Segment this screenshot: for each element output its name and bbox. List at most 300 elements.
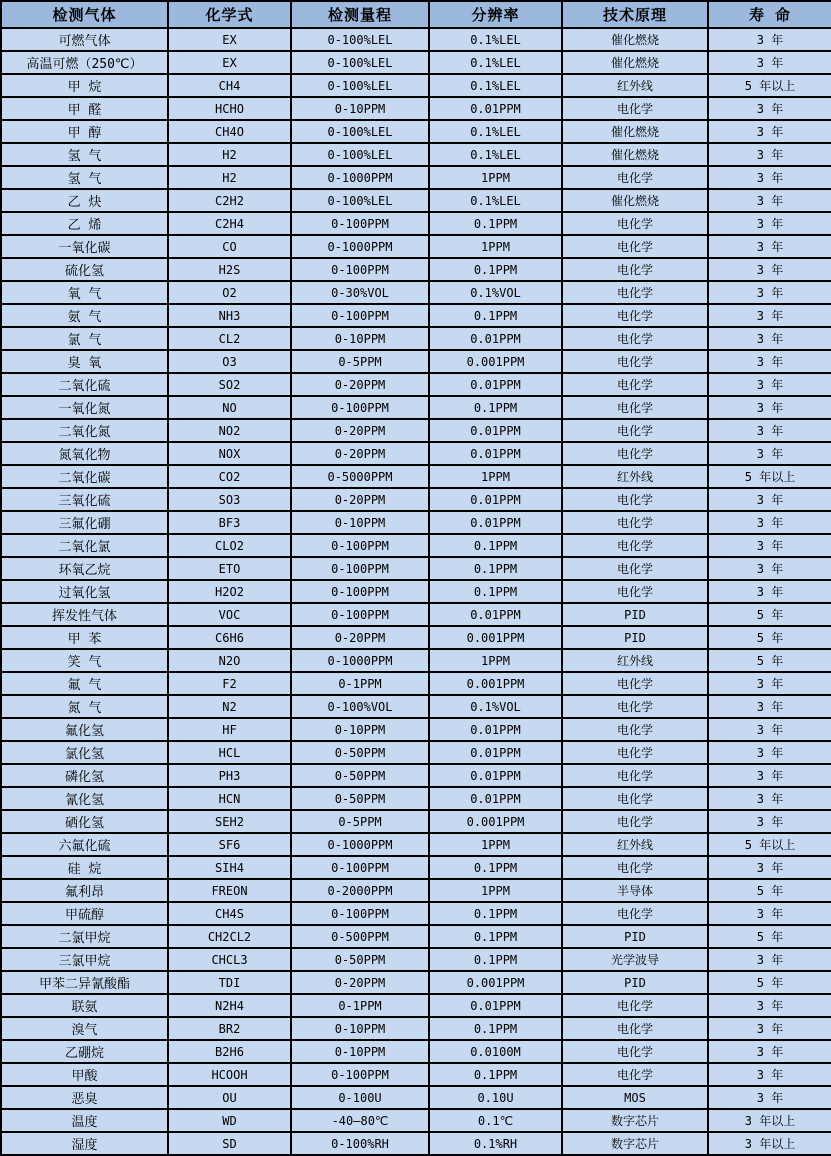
table-row — [1, 51, 831, 74]
cell-lifespan: 5 年 — [708, 603, 831, 626]
cell-lifespan: 5 年 — [708, 971, 831, 994]
cell-principle: 电化学 — [562, 718, 708, 741]
cell-principle: 电化学 — [562, 304, 708, 327]
cell-range: 0-50PPM — [291, 741, 429, 764]
cell-lifespan: 3 年 — [708, 695, 831, 718]
cell-range: 0-1000PPM — [291, 166, 429, 189]
cell-gas-name: 高温可燃（250℃） — [1, 51, 168, 74]
table-row — [1, 1109, 831, 1132]
cell-resolution: 0.1PPM — [429, 1017, 562, 1040]
table-row — [1, 603, 831, 626]
cell-lifespan: 3 年 — [708, 28, 831, 51]
cell-resolution: 0.01PPM — [429, 787, 562, 810]
cell-resolution: 0.01PPM — [429, 488, 562, 511]
cell-formula: SIH4 — [168, 856, 291, 879]
cell-lifespan: 3 年 — [708, 534, 831, 557]
cell-range: 0-10PPM — [291, 1040, 429, 1063]
cell-range: -40—80℃ — [291, 1109, 429, 1132]
cell-formula: FREON — [168, 879, 291, 902]
cell-formula: OU — [168, 1086, 291, 1109]
cell-lifespan: 3 年 — [708, 235, 831, 258]
cell-range: 0-1PPM — [291, 994, 429, 1017]
cell-principle: 电化学 — [562, 695, 708, 718]
cell-lifespan: 3 年 — [708, 189, 831, 212]
cell-gas-name: 氢 气 — [1, 143, 168, 166]
cell-gas-name: 甲 苯 — [1, 626, 168, 649]
cell-resolution: 0.1%LEL — [429, 189, 562, 212]
cell-range: 0-10PPM — [291, 327, 429, 350]
cell-principle: 电化学 — [562, 810, 708, 833]
cell-range: 0-100PPM — [291, 603, 429, 626]
cell-resolution: 0.1PPM — [429, 580, 562, 603]
cell-lifespan: 3 年 — [708, 511, 831, 534]
table-row — [1, 1086, 831, 1109]
table-row — [1, 28, 831, 51]
cell-principle: 电化学 — [562, 258, 708, 281]
cell-resolution: 0.1PPM — [429, 396, 562, 419]
table-row — [1, 373, 831, 396]
cell-lifespan: 3 年 — [708, 419, 831, 442]
table-row — [1, 695, 831, 718]
header-cell-formula: 化学式 — [168, 1, 291, 28]
cell-gas-name: 甲苯二异氰酸酯 — [1, 971, 168, 994]
cell-resolution: 0.1PPM — [429, 1063, 562, 1086]
cell-gas-name: 硅 烷 — [1, 856, 168, 879]
cell-lifespan: 5 年 — [708, 879, 831, 902]
cell-formula: NOX — [168, 442, 291, 465]
cell-resolution: 0.1PPM — [429, 534, 562, 557]
cell-principle: 电化学 — [562, 1063, 708, 1086]
table-row — [1, 74, 831, 97]
cell-gas-name: 挥发性气体 — [1, 603, 168, 626]
cell-lifespan: 3 年 — [708, 1040, 831, 1063]
cell-resolution: 0.01PPM — [429, 994, 562, 1017]
cell-gas-name: 氨 气 — [1, 304, 168, 327]
header-cell-range: 检测量程 — [291, 1, 429, 28]
cell-resolution: 0.1PPM — [429, 258, 562, 281]
cell-gas-name: 甲酸 — [1, 1063, 168, 1086]
cell-resolution: 0.01PPM — [429, 442, 562, 465]
cell-range: 0-100PPM — [291, 258, 429, 281]
cell-gas-name: 乙 炔 — [1, 189, 168, 212]
cell-lifespan: 3 年 — [708, 350, 831, 373]
table-row — [1, 856, 831, 879]
cell-range: 0-100PPM — [291, 1063, 429, 1086]
cell-formula: H2O2 — [168, 580, 291, 603]
cell-gas-name: 温度 — [1, 1109, 168, 1132]
cell-gas-name: 二氯甲烷 — [1, 925, 168, 948]
table-row — [1, 902, 831, 925]
cell-resolution: 0.1PPM — [429, 557, 562, 580]
cell-resolution: 0.001PPM — [429, 810, 562, 833]
cell-resolution: 1PPM — [429, 879, 562, 902]
table-row — [1, 304, 831, 327]
cell-principle: 电化学 — [562, 741, 708, 764]
cell-lifespan: 3 年 — [708, 902, 831, 925]
cell-principle: 红外线 — [562, 833, 708, 856]
cell-lifespan: 3 年 — [708, 764, 831, 787]
cell-range: 0-100PPM — [291, 902, 429, 925]
cell-gas-name: 甲 烷 — [1, 74, 168, 97]
table-body — [1, 28, 831, 1155]
cell-resolution: 0.1%LEL — [429, 28, 562, 51]
table-row — [1, 1040, 831, 1063]
cell-principle: 电化学 — [562, 166, 708, 189]
cell-formula: NO2 — [168, 419, 291, 442]
cell-resolution: 0.001PPM — [429, 971, 562, 994]
cell-formula: N2H4 — [168, 994, 291, 1017]
cell-principle: 电化学 — [562, 902, 708, 925]
cell-principle: 电化学 — [562, 350, 708, 373]
cell-range: 0-5000PPM — [291, 465, 429, 488]
cell-gas-name: 湿度 — [1, 1132, 168, 1155]
cell-formula: SO2 — [168, 373, 291, 396]
cell-lifespan: 3 年 — [708, 672, 831, 695]
cell-formula: CLO2 — [168, 534, 291, 557]
cell-resolution: 0.001PPM — [429, 672, 562, 695]
cell-principle: 红外线 — [562, 649, 708, 672]
cell-principle: 半导体 — [562, 879, 708, 902]
cell-principle: 电化学 — [562, 488, 708, 511]
cell-range: 0-10PPM — [291, 1017, 429, 1040]
cell-gas-name: 过氧化氢 — [1, 580, 168, 603]
cell-lifespan: 3 年 — [708, 580, 831, 603]
cell-resolution: 1PPM — [429, 833, 562, 856]
cell-lifespan: 3 年 — [708, 856, 831, 879]
cell-resolution: 0.1℃ — [429, 1109, 562, 1132]
table-row — [1, 511, 831, 534]
cell-lifespan: 3 年 — [708, 557, 831, 580]
cell-range: 0-20PPM — [291, 419, 429, 442]
cell-principle: 催化燃烧 — [562, 189, 708, 212]
cell-formula: SD — [168, 1132, 291, 1155]
cell-gas-name: 氰化氢 — [1, 787, 168, 810]
cell-lifespan: 3 年 — [708, 97, 831, 120]
cell-principle: 数字芯片 — [562, 1132, 708, 1155]
cell-lifespan: 5 年 — [708, 626, 831, 649]
table-row — [1, 833, 831, 856]
table-row — [1, 810, 831, 833]
cell-resolution: 0.1%LEL — [429, 120, 562, 143]
cell-resolution: 0.01PPM — [429, 511, 562, 534]
cell-formula: HCL — [168, 741, 291, 764]
cell-formula: C2H2 — [168, 189, 291, 212]
cell-range: 0-20PPM — [291, 373, 429, 396]
cell-principle: 电化学 — [562, 580, 708, 603]
cell-lifespan: 5 年以上 — [708, 833, 831, 856]
cell-range: 0-50PPM — [291, 787, 429, 810]
cell-range: 0-20PPM — [291, 626, 429, 649]
table-row — [1, 672, 831, 695]
table-row — [1, 994, 831, 1017]
cell-gas-name: 甲硫醇 — [1, 902, 168, 925]
cell-lifespan: 3 年 — [708, 488, 831, 511]
cell-formula: SO3 — [168, 488, 291, 511]
cell-resolution: 0.0100M — [429, 1040, 562, 1063]
cell-formula: H2S — [168, 258, 291, 281]
cell-principle: 红外线 — [562, 74, 708, 97]
cell-resolution: 0.1%LEL — [429, 143, 562, 166]
cell-formula: CL2 — [168, 327, 291, 350]
cell-resolution: 1PPM — [429, 235, 562, 258]
cell-formula: CH4O — [168, 120, 291, 143]
cell-formula: C2H4 — [168, 212, 291, 235]
cell-resolution: 0.01PPM — [429, 764, 562, 787]
cell-formula: SEH2 — [168, 810, 291, 833]
cell-resolution: 0.01PPM — [429, 97, 562, 120]
cell-resolution: 0.1%LEL — [429, 74, 562, 97]
cell-lifespan: 3 年 — [708, 741, 831, 764]
cell-range: 0-100PPM — [291, 580, 429, 603]
cell-lifespan: 3 年 — [708, 143, 831, 166]
cell-formula: PH3 — [168, 764, 291, 787]
cell-lifespan: 3 年 — [708, 787, 831, 810]
cell-range: 0-100PPM — [291, 304, 429, 327]
cell-lifespan: 3 年 — [708, 258, 831, 281]
cell-principle: 电化学 — [562, 281, 708, 304]
table-row — [1, 212, 831, 235]
cell-gas-name: 氟利昂 — [1, 879, 168, 902]
cell-lifespan: 3 年 — [708, 1017, 831, 1040]
cell-formula: HCN — [168, 787, 291, 810]
table-row — [1, 580, 831, 603]
table-row — [1, 350, 831, 373]
cell-formula: EX — [168, 51, 291, 74]
cell-formula: NO — [168, 396, 291, 419]
cell-gas-name: 二氧化硫 — [1, 373, 168, 396]
cell-resolution: 1PPM — [429, 166, 562, 189]
header-cell-principle: 技术原理 — [562, 1, 708, 28]
cell-gas-name: 氟 气 — [1, 672, 168, 695]
cell-gas-name: 联氨 — [1, 994, 168, 1017]
cell-principle: 电化学 — [562, 856, 708, 879]
table-row — [1, 649, 831, 672]
cell-gas-name: 溴气 — [1, 1017, 168, 1040]
cell-formula: WD — [168, 1109, 291, 1132]
cell-range: 0-20PPM — [291, 971, 429, 994]
cell-principle: MOS — [562, 1086, 708, 1109]
cell-formula: ETO — [168, 557, 291, 580]
header-cell-lifespan: 寿 命 — [708, 1, 831, 28]
cell-gas-name: 磷化氢 — [1, 764, 168, 787]
cell-principle: 催化燃烧 — [562, 51, 708, 74]
cell-principle: 红外线 — [562, 465, 708, 488]
cell-formula: H2 — [168, 143, 291, 166]
cell-gas-name: 六氟化硫 — [1, 833, 168, 856]
cell-gas-name: 乙 烯 — [1, 212, 168, 235]
cell-gas-name: 氯化氢 — [1, 741, 168, 764]
table-row — [1, 97, 831, 120]
cell-principle: 电化学 — [562, 511, 708, 534]
cell-range: 0-10PPM — [291, 97, 429, 120]
cell-formula: CO2 — [168, 465, 291, 488]
cell-range: 0-10PPM — [291, 718, 429, 741]
cell-range: 0-20PPM — [291, 488, 429, 511]
cell-principle: 电化学 — [562, 557, 708, 580]
cell-lifespan: 3 年 — [708, 212, 831, 235]
cell-lifespan: 3 年 — [708, 1063, 831, 1086]
cell-lifespan: 3 年 — [708, 327, 831, 350]
cell-lifespan: 5 年以上 — [708, 74, 831, 97]
cell-gas-name: 氢 气 — [1, 166, 168, 189]
cell-formula: N2O — [168, 649, 291, 672]
cell-gas-name: 氮氧化物 — [1, 442, 168, 465]
cell-resolution: 0.1%VOL — [429, 281, 562, 304]
table-row — [1, 465, 831, 488]
cell-lifespan: 3 年 — [708, 442, 831, 465]
cell-principle: PID — [562, 925, 708, 948]
cell-gas-name: 氮 气 — [1, 695, 168, 718]
table-row — [1, 419, 831, 442]
cell-range: 0-100%LEL — [291, 51, 429, 74]
cell-lifespan: 3 年 — [708, 304, 831, 327]
cell-formula: SF6 — [168, 833, 291, 856]
cell-resolution: 0.01PPM — [429, 327, 562, 350]
cell-resolution: 0.01PPM — [429, 419, 562, 442]
cell-gas-name: 氯 气 — [1, 327, 168, 350]
cell-range: 0-20PPM — [291, 442, 429, 465]
table-row — [1, 626, 831, 649]
header-cell-resolution: 分辨率 — [429, 1, 562, 28]
cell-principle: 电化学 — [562, 787, 708, 810]
cell-gas-name: 甲 醇 — [1, 120, 168, 143]
cell-principle: 电化学 — [562, 994, 708, 1017]
cell-range: 0-100PPM — [291, 557, 429, 580]
cell-principle: PID — [562, 971, 708, 994]
cell-range: 0-50PPM — [291, 764, 429, 787]
cell-gas-name: 臭 氧 — [1, 350, 168, 373]
table-row — [1, 143, 831, 166]
cell-range: 0-10PPM — [291, 511, 429, 534]
cell-range: 0-100U — [291, 1086, 429, 1109]
cell-formula: H2 — [168, 166, 291, 189]
cell-principle: 电化学 — [562, 97, 708, 120]
cell-range: 0-5PPM — [291, 350, 429, 373]
cell-resolution: 0.01PPM — [429, 741, 562, 764]
cell-gas-name: 甲 醛 — [1, 97, 168, 120]
cell-principle: 催化燃烧 — [562, 28, 708, 51]
table-row — [1, 235, 831, 258]
cell-range: 0-2000PPM — [291, 879, 429, 902]
cell-lifespan: 3 年以上 — [708, 1132, 831, 1155]
cell-resolution: 0.1PPM — [429, 902, 562, 925]
cell-principle: PID — [562, 603, 708, 626]
cell-principle: 催化燃烧 — [562, 120, 708, 143]
cell-resolution: 1PPM — [429, 649, 562, 672]
table-row — [1, 718, 831, 741]
cell-formula: CHCL3 — [168, 948, 291, 971]
cell-gas-name: 可燃气体 — [1, 28, 168, 51]
cell-formula: HCHO — [168, 97, 291, 120]
cell-formula: O3 — [168, 350, 291, 373]
cell-gas-name: 恶臭 — [1, 1086, 168, 1109]
cell-gas-name: 硫化氢 — [1, 258, 168, 281]
cell-lifespan: 5 年 — [708, 649, 831, 672]
cell-lifespan: 3 年 — [708, 120, 831, 143]
cell-range: 0-50PPM — [291, 948, 429, 971]
cell-principle: 电化学 — [562, 1040, 708, 1063]
cell-gas-name: 笑 气 — [1, 649, 168, 672]
table-row — [1, 327, 831, 350]
cell-principle: 电化学 — [562, 235, 708, 258]
cell-resolution: 1PPM — [429, 465, 562, 488]
cell-resolution: 0.1PPM — [429, 925, 562, 948]
cell-gas-name: 三氯甲烷 — [1, 948, 168, 971]
cell-principle: 电化学 — [562, 442, 708, 465]
cell-formula: BF3 — [168, 511, 291, 534]
cell-range: 0-100%LEL — [291, 143, 429, 166]
cell-lifespan: 3 年 — [708, 994, 831, 1017]
cell-lifespan: 3 年 — [708, 373, 831, 396]
cell-range: 0-100PPM — [291, 856, 429, 879]
table-row — [1, 534, 831, 557]
table-row — [1, 166, 831, 189]
table-row — [1, 281, 831, 304]
cell-principle: 电化学 — [562, 419, 708, 442]
cell-resolution: 0.001PPM — [429, 350, 562, 373]
cell-resolution: 0.1PPM — [429, 212, 562, 235]
cell-principle: 电化学 — [562, 212, 708, 235]
cell-formula: N2 — [168, 695, 291, 718]
cell-lifespan: 5 年 — [708, 925, 831, 948]
cell-formula: F2 — [168, 672, 291, 695]
cell-principle: 电化学 — [562, 373, 708, 396]
cell-resolution: 0.001PPM — [429, 626, 562, 649]
cell-range: 0-1PPM — [291, 672, 429, 695]
cell-gas-name: 二氧化氮 — [1, 419, 168, 442]
table-row — [1, 396, 831, 419]
table-row — [1, 971, 831, 994]
cell-formula: HCOOH — [168, 1063, 291, 1086]
table-row — [1, 764, 831, 787]
cell-formula: O2 — [168, 281, 291, 304]
cell-gas-name: 三氧化硫 — [1, 488, 168, 511]
cell-gas-name: 一氧化碳 — [1, 235, 168, 258]
cell-formula: VOC — [168, 603, 291, 626]
cell-gas-name: 氧 气 — [1, 281, 168, 304]
cell-lifespan: 3 年 — [708, 396, 831, 419]
cell-range: 0-100%LEL — [291, 189, 429, 212]
cell-principle: 数字芯片 — [562, 1109, 708, 1132]
cell-principle: PID — [562, 626, 708, 649]
cell-formula: NH3 — [168, 304, 291, 327]
cell-range: 0-100PPM — [291, 212, 429, 235]
cell-range: 0-100%LEL — [291, 74, 429, 97]
cell-lifespan: 3 年 — [708, 166, 831, 189]
cell-lifespan: 3 年 — [708, 948, 831, 971]
table-row — [1, 258, 831, 281]
cell-resolution: 0.1%LEL — [429, 51, 562, 74]
cell-resolution: 0.10U — [429, 1086, 562, 1109]
cell-formula: CH2CL2 — [168, 925, 291, 948]
cell-formula: EX — [168, 28, 291, 51]
cell-gas-name: 硒化氢 — [1, 810, 168, 833]
table-row — [1, 442, 831, 465]
table-row — [1, 189, 831, 212]
cell-formula: CH4 — [168, 74, 291, 97]
cell-resolution: 0.1PPM — [429, 948, 562, 971]
cell-range: 0-30%VOL — [291, 281, 429, 304]
cell-formula: C6H6 — [168, 626, 291, 649]
cell-resolution: 0.1%VOL — [429, 695, 562, 718]
cell-principle: 电化学 — [562, 1017, 708, 1040]
cell-formula: TDI — [168, 971, 291, 994]
header-cell-gas-name: 检测气体 — [1, 1, 168, 28]
cell-range: 0-100PPM — [291, 534, 429, 557]
cell-principle: 催化燃烧 — [562, 143, 708, 166]
cell-range: 0-1000PPM — [291, 649, 429, 672]
table-row — [1, 879, 831, 902]
